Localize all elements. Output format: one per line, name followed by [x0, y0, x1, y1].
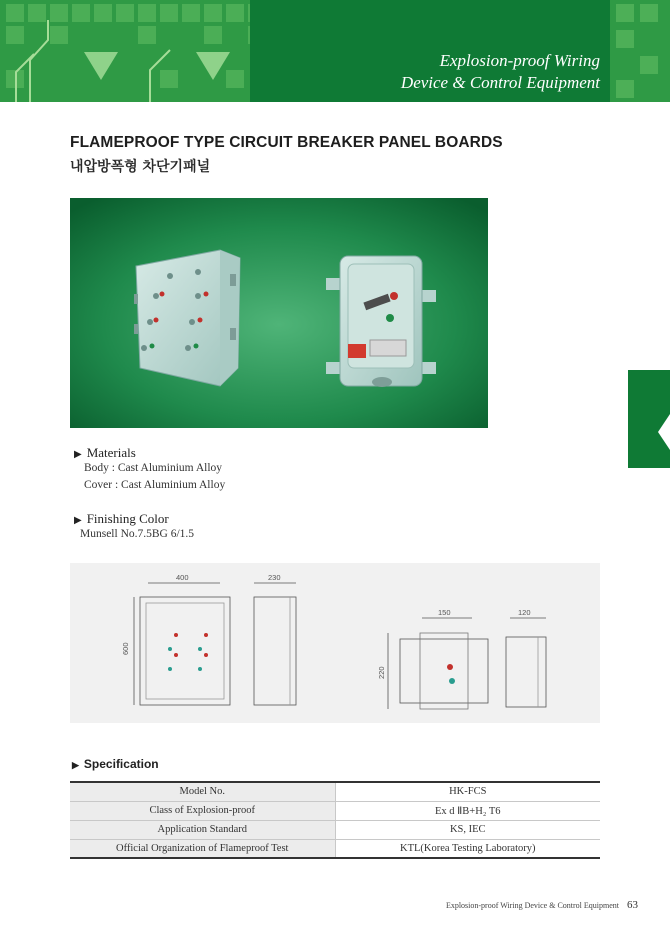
materials-body: Body : Cast Aluminium Alloy	[84, 462, 223, 474]
large-panel-drawing	[134, 583, 296, 705]
small-panel-image	[326, 256, 436, 387]
right-width-label: 150	[438, 608, 451, 617]
circuit-decoration	[0, 0, 290, 102]
table-row	[70, 801, 600, 820]
section-title-line2: Device & Control Equipment	[400, 73, 600, 92]
finishing-heading-label: Finishing Color	[86, 511, 169, 526]
right-height-label: 220	[377, 666, 386, 679]
triangle-bullet-icon: ▶	[72, 760, 79, 770]
finishing-color-value: Munsell No.7.5BG 6/1.5	[80, 528, 195, 540]
product-photo	[70, 198, 488, 428]
triangle-bullet-icon: ▶	[74, 449, 82, 460]
materials-heading-label: Materials	[86, 445, 136, 460]
specification-heading	[72, 757, 159, 771]
materials-cover: Cover : Cast Aluminium Alloy	[84, 479, 226, 491]
small-panel-drawing	[388, 618, 546, 709]
spec-label: Application Standard	[70, 820, 335, 839]
header-banner	[0, 0, 670, 102]
spec-label: Model No.	[70, 782, 335, 801]
section-title	[401, 50, 600, 94]
spec-label: Class of Explosion-proof	[70, 801, 335, 820]
spec-label: Official Organization of Flameproof Test	[70, 839, 335, 858]
page-title: FLAMEPROOF TYPE CIRCUIT BREAKER PANEL BOARDS	[70, 134, 503, 151]
left-depth-label: 230	[268, 573, 281, 582]
specification-heading-label: Specification	[83, 757, 159, 771]
spec-value: KTL(Korea Testing Laboratory)	[335, 839, 600, 858]
dimension-drawings	[70, 563, 600, 723]
page-number: 63	[627, 899, 638, 911]
table-row	[70, 839, 600, 858]
spec-value: Ex d ⅡB+H₂ T6	[335, 801, 600, 820]
triangle-bullet-icon: ▶	[74, 515, 82, 526]
footer-text: Explosion-proof Wiring Device & Control Equipment	[445, 901, 619, 910]
right-depth-label: 120	[518, 608, 531, 617]
specification-table	[70, 781, 600, 859]
finishing-heading	[74, 511, 169, 527]
large-panel-image	[134, 250, 240, 386]
side-tab-marker	[628, 370, 670, 468]
left-height-label: 600	[121, 642, 130, 655]
page-title-korean: 내압방폭형 차단기패널	[70, 159, 211, 175]
materials-heading	[74, 445, 136, 461]
left-width-label: 400	[176, 573, 189, 582]
page-footer	[446, 899, 638, 911]
spec-value: HK-FCS	[335, 782, 600, 801]
circuit-decoration-right	[610, 0, 670, 102]
table-row	[70, 820, 600, 839]
spec-value: KS, IEC	[335, 820, 600, 839]
table-row	[70, 782, 600, 801]
section-title-line1: Explosion-proof Wiring	[439, 51, 600, 70]
